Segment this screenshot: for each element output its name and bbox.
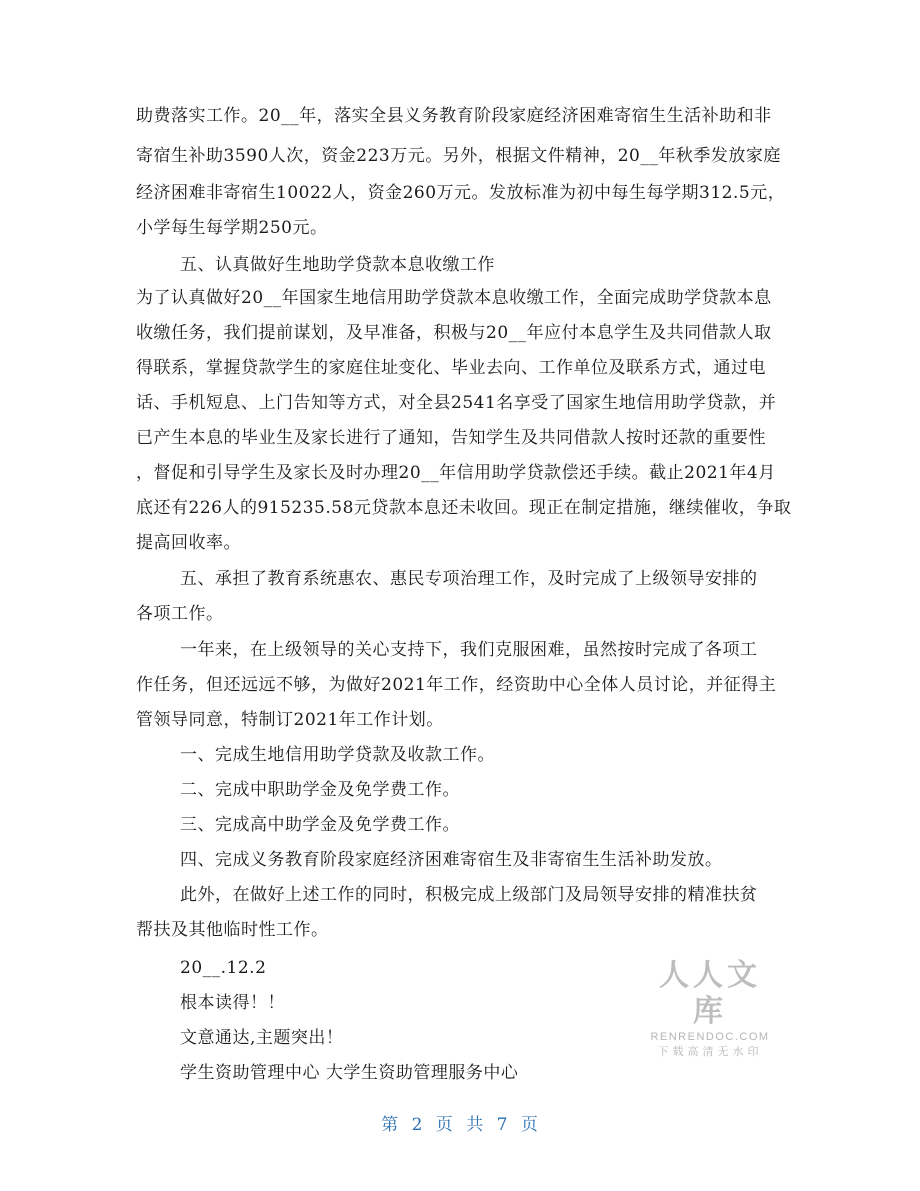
text-line: 底还有226人的915235.58元贷款本息还未收回。现正在制定措施，继续催收，争取 xyxy=(136,498,792,518)
text-line: 一年来，在上级领导的关心支持下，我们克服困难，虽然按时完成了各项工 xyxy=(180,640,758,660)
text-line: 助费落实工作。20__年，落实全县义务教育阶段家庭经济困难寄宿生生活补助和非 xyxy=(136,106,772,126)
section-heading: 五、承担了教育系统惠农、惠民专项治理工作，及时完成了上级领导安排的 xyxy=(180,569,758,589)
page-label-mid: 页 xyxy=(435,1115,454,1135)
text-line: 话、手机短息、上门告知等方式，对全县2541名享受了国家生地信用助学贷款，并 xyxy=(136,393,777,413)
watermark-subtitle: 下载高清无水印 xyxy=(657,1045,763,1058)
plan-item: 三、完成高中助学金及免学费工作。 xyxy=(180,815,460,835)
text-line: 已产生本息的毕业生及家长进行了通知，告知学生及共同借款人按时还款的重要性 xyxy=(136,428,766,448)
text-line: 小学每生每学期250元。 xyxy=(136,218,328,238)
text-line: 作任务，但还远远不够，为做好2021年工作，经资助中心全体人员讨论，并征得主 xyxy=(136,675,777,695)
page-label-suffix: 页 xyxy=(520,1115,539,1135)
text-line: 各项工作。 xyxy=(136,604,224,624)
text-line: 帮扶及其他临时性工作。 xyxy=(136,920,329,940)
page-footer xyxy=(0,1114,920,1136)
comment-line: 根本读得！！ xyxy=(180,993,285,1013)
text-line: 管领导同意，特制订2021年工作计划。 xyxy=(136,710,444,730)
page-label-prefix: 第 xyxy=(381,1115,400,1135)
plan-item: 二、完成中职助学金及免学费工作。 xyxy=(180,780,460,800)
text-line: 为了认真做好20__年国家生地信用助学贷款本息收缴工作，全面完成助学贷款本息 xyxy=(136,288,772,308)
total-pages-number: 7 xyxy=(496,1115,509,1135)
text-line: 寄宿生补助3590人次，资金223万元。另外，根据文件精神，20__年秋季发放家庭 xyxy=(136,146,781,166)
comment-line: 文意通达,主题突出！ xyxy=(180,1028,344,1048)
page-label-total-prefix: 共 xyxy=(466,1115,485,1135)
plan-item: 一、完成生地信用助学贷款及收款工作。 xyxy=(180,745,495,765)
text-line: 提高回收率。 xyxy=(136,533,241,553)
text-line: ，督促和引导学生及家长及时办理20__年信用助学贷款偿还手续。截止2021年4月 xyxy=(136,463,776,483)
text-line: 收缴任务，我们提前谋划，及早准备，积极与20__年应付本息学生及共同借款人取 xyxy=(136,323,772,343)
current-page-number: 2 xyxy=(411,1115,424,1135)
plan-item: 四、完成义务教育阶段家庭经济困难寄宿生及非寄宿生生活补助发放。 xyxy=(180,850,723,870)
watermark xyxy=(645,958,775,1060)
date-line: 20__.12.2 xyxy=(180,958,267,978)
text-line: 此外，在做好上述工作的同时，积极完成上级部门及局领导安排的精准扶贫 xyxy=(180,885,758,905)
section-heading: 五、认真做好生地助学贷款本息收缴工作 xyxy=(180,255,495,275)
text-line: 得联系，掌握贷款学生的家庭住址变化、毕业去向、工作单位及联系方式，通过电 xyxy=(136,358,766,378)
watermark-domain: RENRENDOC.COM xyxy=(650,1031,770,1043)
text-line: 经济困难非寄宿生10022人，资金260万元。发放标准为初中每生每学期312.5元， xyxy=(136,183,786,203)
watermark-title: 人人文库 xyxy=(659,958,761,1029)
organization-line: 学生资助管理中心 大学生资助管理服务中心 xyxy=(180,1063,519,1083)
